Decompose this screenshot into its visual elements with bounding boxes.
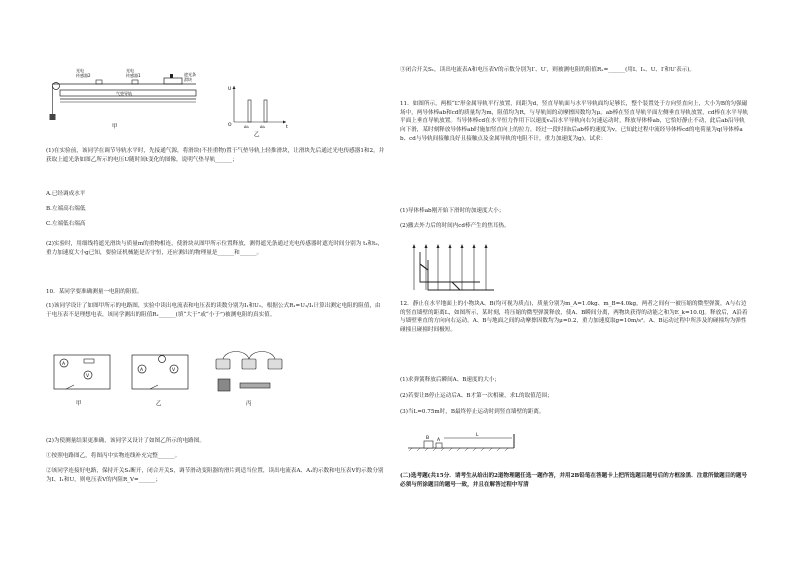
q10-part2b: ②该同学连接好电路，保持开关S₁断开，闭合开关S，调节滑动变阻器的滑片到适当位置，读出电流表A、A₁的示数和电压表V的示数分别为I、I₁和U，则电压表V的内阻R_V=______； [46, 468, 384, 483]
q12-part3: (3)当L=0.75m时，B最终停止运动时到竖直墙壁的距离。 [400, 409, 545, 415]
circuit-figures [46, 345, 296, 420]
section-heading-elective: (二)选考题(共15分．请考生从给出的2道物理题任选一题作答，并用2B铅笔在答题卡上把所选题目题号后的方框涂黑．注意所做题目的题号必须与所涂题目的题号一致，并且在解答过程中写清 [400, 473, 748, 488]
label-dt2: Δt₂ [260, 125, 266, 129]
svg-text:V: V [172, 368, 176, 373]
q10-title: 10．某同学要准确测量一电阻的阻值。 [46, 289, 143, 295]
label-shade: 遮光条滑块 [184, 72, 196, 82]
label-sensor2: 光电传感器2 [76, 68, 91, 78]
q9-option-b: B.左端高右端低 [46, 206, 86, 212]
fig12-label-b: B [426, 436, 430, 441]
q9-option-a: A.已经调成水平 [46, 191, 86, 197]
fig12-label-a: A [437, 438, 441, 443]
q9-part2: (2)实验时，用细线将遮光滑块与质量m的重物相连，使滑块从图甲所示位置释放，测得遮光条通过光电传感器时遮光时间分别为 t₁和t₂，重力加速度大小g已知，要验证机械能是否守恒，还应测出的物理量是______和______。 [46, 241, 384, 256]
svg-text:V: V [86, 374, 90, 379]
right-column [400, 0, 752, 562]
label-t: t [286, 125, 288, 130]
svg-text:A: A [62, 362, 66, 367]
q12-part1: (1)求弹簧释放后瞬间A、B速度的大小； [400, 377, 500, 383]
svg-text:A: A [140, 368, 144, 373]
label-sensor1: 光电传感器1 [126, 68, 141, 78]
label-rail: 气垫导轨 [116, 91, 132, 96]
q11-stem: 11．如图所示，两根“L”形金属导轨平行放置，间距为d，竖直导轨面与水平导轨面均足够长，整个装置处于方向竖直向上，大小为B的匀强磁场中。两导体棒ab和cd的质量均为m，阻值均为R，与导轨间的动摩擦因数均为μ。ab棒在竖直导轨平面左侧垂直导轨放置，cd棒在水平导轨平面上垂直导轨放置。当导体棒cd在水平恒力作用下以速度v₀沿水平导轨向右匀速运动时，释放导体棒ab，它恰好静止不动，此后ab沿导轨向下滑，某时刻释放导体棒ab时施加竖直向上的拉力，经过一段时间t后ab棒的速度为v，已知此过程中流经导体棒cd的电荷量为q(导体棒ab、cd与导轨间接触良好且接触点及金属导轨的电阻不计，重力加速度为g)。试求： [400, 101, 749, 142]
left-column [46, 0, 391, 562]
q12-stem: 12．静止在水平地面上的小物块A、B(均可视为质点)，质量分别为m_A=1.0kg、m_B=4.0kg，两者之间有一被压缩的微型弹簧，A与右边的竖直墙壁的距离L，如图所示，某时刻，将压缩的微型弹簧释放，使A、B瞬间分离，两物块获得的动能之和为E_k=10.0J。释放后，A沿着与墙壁垂直的方向向右运动。A、B与地面之间的动摩擦因数均为μ=0.2，重力加速度取g=10m/s²。A、B运动过程中所涉及的碰撞均为弹性碰撞且碰撞时间极短。 [400, 301, 748, 333]
label-o: O [228, 123, 232, 128]
fig12-label-l: L [476, 433, 479, 438]
q10-part2a: ①按照电路图乙，将图丙中实物连线补充完整______。 [46, 453, 181, 459]
circuit-caption-yi: 乙 [156, 401, 162, 407]
q9-option-c: C.左端低右端高 [46, 221, 86, 227]
caption-jia: 甲 [112, 124, 118, 130]
q10-part2c: ③闭合开关S₁，读出电流表A和电压表V的示数分别为I′、U′，则被测电阻的阻值Rₓ=______(用I、I₁、U、I′和U′表示)。 [400, 67, 696, 73]
circuit-caption-bing: 丙 [246, 401, 252, 407]
caption-yi: 乙 [254, 132, 260, 138]
q10-part1: (1)该同学设计了如图甲所示的电路图，实验中读出电流表和电压表的读数分别为I₁和U₁，根据公式R₁=U₁/I₁计算出测定电阻的阻值，由于电压表不是理想电表，该同学测出的阻值Rₓ______(填“大于”或“小于”)被测电阻的真实值。 [46, 303, 381, 318]
circuit-caption-jia: 甲 [76, 401, 82, 407]
blocks-figure [404, 428, 524, 456]
q9-part1: (1)在实验前，该同学在调节导轨水平时，先接通气源，将滑块(不挂重物)置于气垫导轨上轻推滑块，让滑块先后通过光电传感器1和2，并获取上遮光条如图乙所示的电压U随时间t变化的图像，说明气垫导轨______； [46, 148, 385, 163]
label-u: U [228, 87, 232, 92]
air-track-figure [46, 62, 216, 132]
q11-part1: (1)导体棒ab刚开始下滑时的加速度大小； [400, 208, 505, 214]
rails-figure [404, 238, 504, 294]
label-dt1: Δt₁ [244, 125, 250, 129]
q12-part2: (2)若要让B停止运动后A、B才第一次相碰，求L的取值范围； [400, 393, 553, 399]
voltage-plot-figure [224, 80, 294, 138]
q11-part2: (2)撤去外力后的时间内cd棒产生的焦耳热。 [400, 223, 510, 229]
q10-part2: (2)为使测量结果更准确，该同学又设计了如图乙所示的电路图。 [46, 438, 205, 444]
